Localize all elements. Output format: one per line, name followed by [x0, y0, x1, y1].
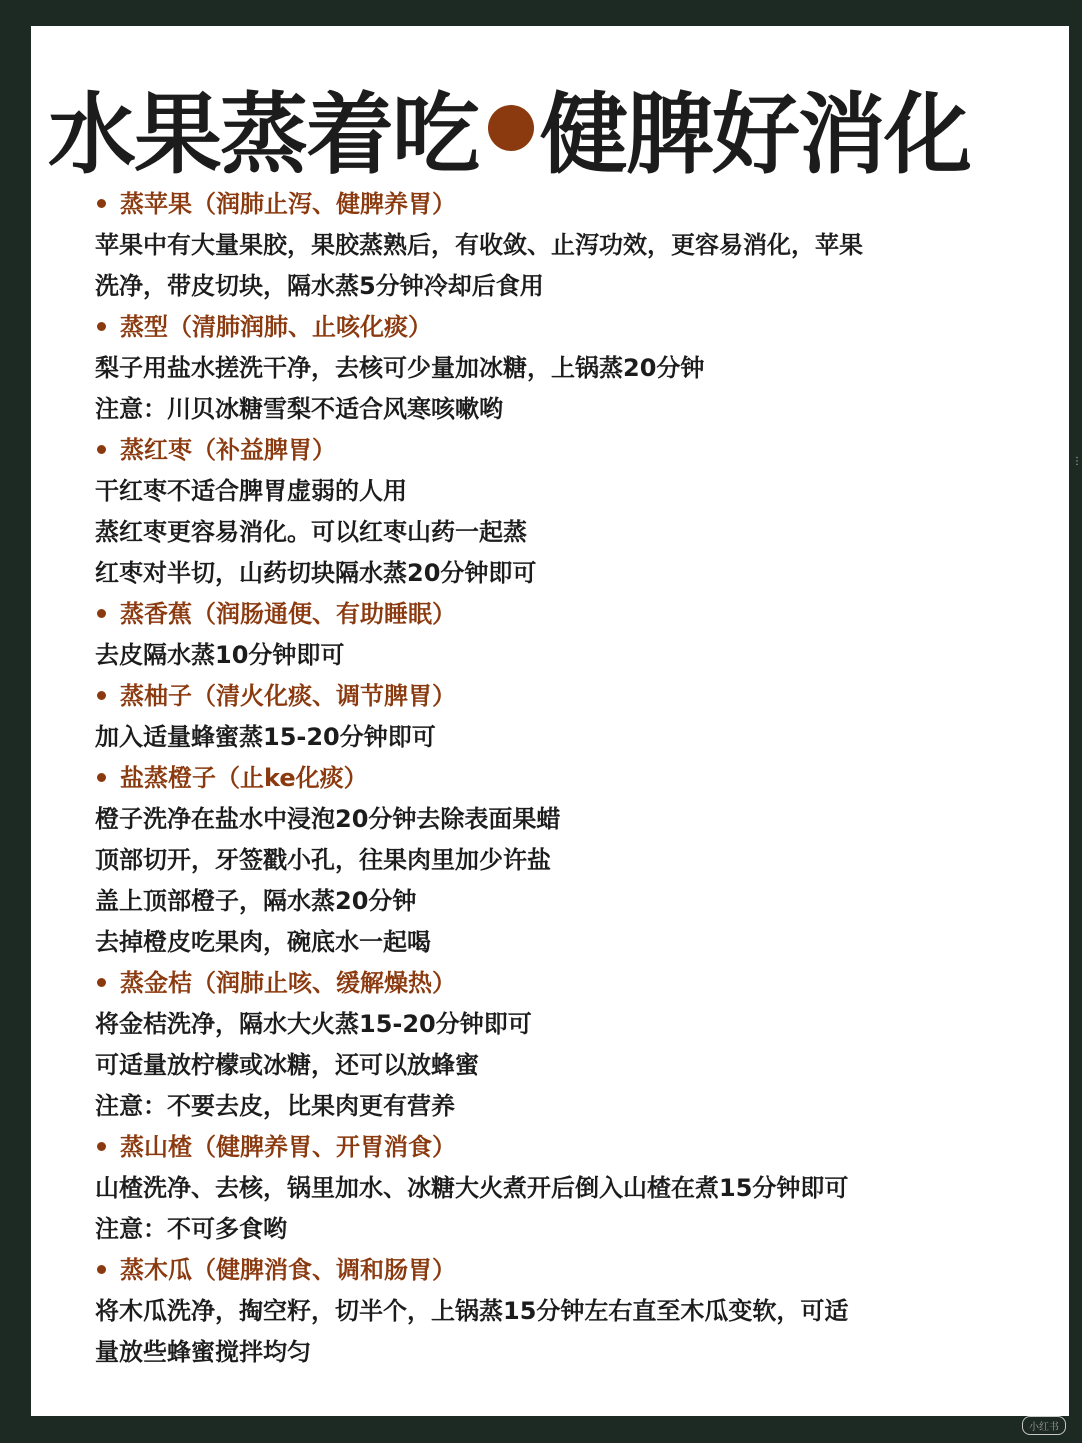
section-heading-text: 蒸红枣（补益脾胃） — [120, 436, 336, 464]
bullet-icon — [97, 691, 106, 700]
section-line: 去皮隔水蒸10分钟即可 — [95, 641, 345, 669]
bullet-icon — [97, 609, 106, 618]
bullet-icon — [97, 1265, 106, 1274]
bullet-icon — [97, 978, 106, 987]
section-heading — [95, 594, 995, 635]
section-line: 将木瓜洗净，掏空籽，切半个，上锅蒸15分钟左右直至木瓜变软，可适 — [95, 1297, 849, 1325]
section-heading — [95, 430, 995, 471]
section-line: 注意：不要去皮，比果肉更有营养 — [95, 1092, 455, 1120]
section-heading — [95, 1250, 995, 1291]
section-heading-text: 蒸金桔（润肺止咳、缓解燥热） — [120, 969, 456, 997]
fruit-list — [95, 184, 995, 1373]
section-heading — [95, 676, 995, 717]
section-line: 注意：不可多食哟 — [95, 1215, 287, 1243]
section-heading — [95, 758, 995, 799]
section-line: 山楂洗净、去核，锅里加水、冰糖大火煮开后倒入山楂在煮15分钟即可 — [95, 1174, 849, 1202]
page-title — [48, 78, 1048, 186]
bullet-icon — [97, 445, 106, 454]
section-heading-text: 蒸木瓜（健脾消食、调和肠胃） — [120, 1256, 456, 1284]
section-line: 加入适量蜂蜜蒸15-20分钟即可 — [95, 723, 436, 751]
edge-marker-icon: ⋮ — [1072, 456, 1082, 467]
section-line: 蒸红枣更容易消化。可以红枣山药一起蒸 — [95, 518, 527, 546]
section-line: 可适量放柠檬或冰糖，还可以放蜂蜜 — [95, 1051, 479, 1079]
section-line: 梨子用盐水搓洗干净，去核可少量加冰糖，上锅蒸20分钟 — [95, 354, 705, 382]
section-line: 盖上顶部橙子，隔水蒸20分钟 — [95, 887, 417, 915]
section-heading — [95, 184, 995, 225]
bullet-icon — [97, 1142, 106, 1151]
title-right: 健脾好消化 — [540, 83, 971, 186]
bullet-icon — [97, 773, 106, 782]
title-left: 水果蒸着吃 — [48, 83, 479, 186]
section-heading — [95, 307, 995, 348]
section-heading-text: 蒸山楂（健脾养胃、开胃消食） — [120, 1133, 456, 1161]
section-line: 橙子洗净在盐水中浸泡20分钟去除表面果蜡 — [95, 805, 561, 833]
section-line: 将金桔洗净，隔水大火蒸15-20分钟即可 — [95, 1010, 532, 1038]
section-line: 干红枣不适合脾胃虚弱的人用 — [95, 477, 407, 505]
bullet-icon — [97, 322, 106, 331]
watermark: 小红书 — [1022, 1416, 1066, 1435]
section-heading-text: 蒸柚子（清火化痰、调节脾胃） — [120, 682, 456, 710]
bullet-icon — [97, 199, 106, 208]
section-heading-text: 蒸苹果（润肺止泻、健脾养胃） — [120, 190, 456, 218]
section-line: 红枣对半切，山药切块隔水蒸20分钟即可 — [95, 559, 537, 587]
section-line: 洗净，带皮切块，隔水蒸5分钟冷却后食用 — [95, 272, 544, 300]
section-line: 苹果中有大量果胶，果胶蒸熟后，有收敛、止泻功效，更容易消化，苹果 — [95, 231, 863, 259]
title-dot-icon — [488, 105, 534, 151]
section-line: 顶部切开，牙签戳小孔，往果肉里加少许盐 — [95, 846, 551, 874]
section-heading-text: 蒸香蕉（润肠通便、有助睡眠） — [120, 600, 456, 628]
section-line: 注意：川贝冰糖雪梨不适合风寒咳嗽哟 — [95, 395, 503, 423]
section-heading — [95, 963, 995, 1004]
section-heading — [95, 1127, 995, 1168]
section-line: 去掉橙皮吃果肉，碗底水一起喝 — [95, 928, 431, 956]
section-line: 量放些蜂蜜搅拌均匀 — [95, 1338, 311, 1366]
section-heading-text: 盐蒸橙子（止ke化痰） — [120, 764, 368, 792]
section-heading-text: 蒸型（清肺润肺、止咳化痰） — [120, 313, 432, 341]
